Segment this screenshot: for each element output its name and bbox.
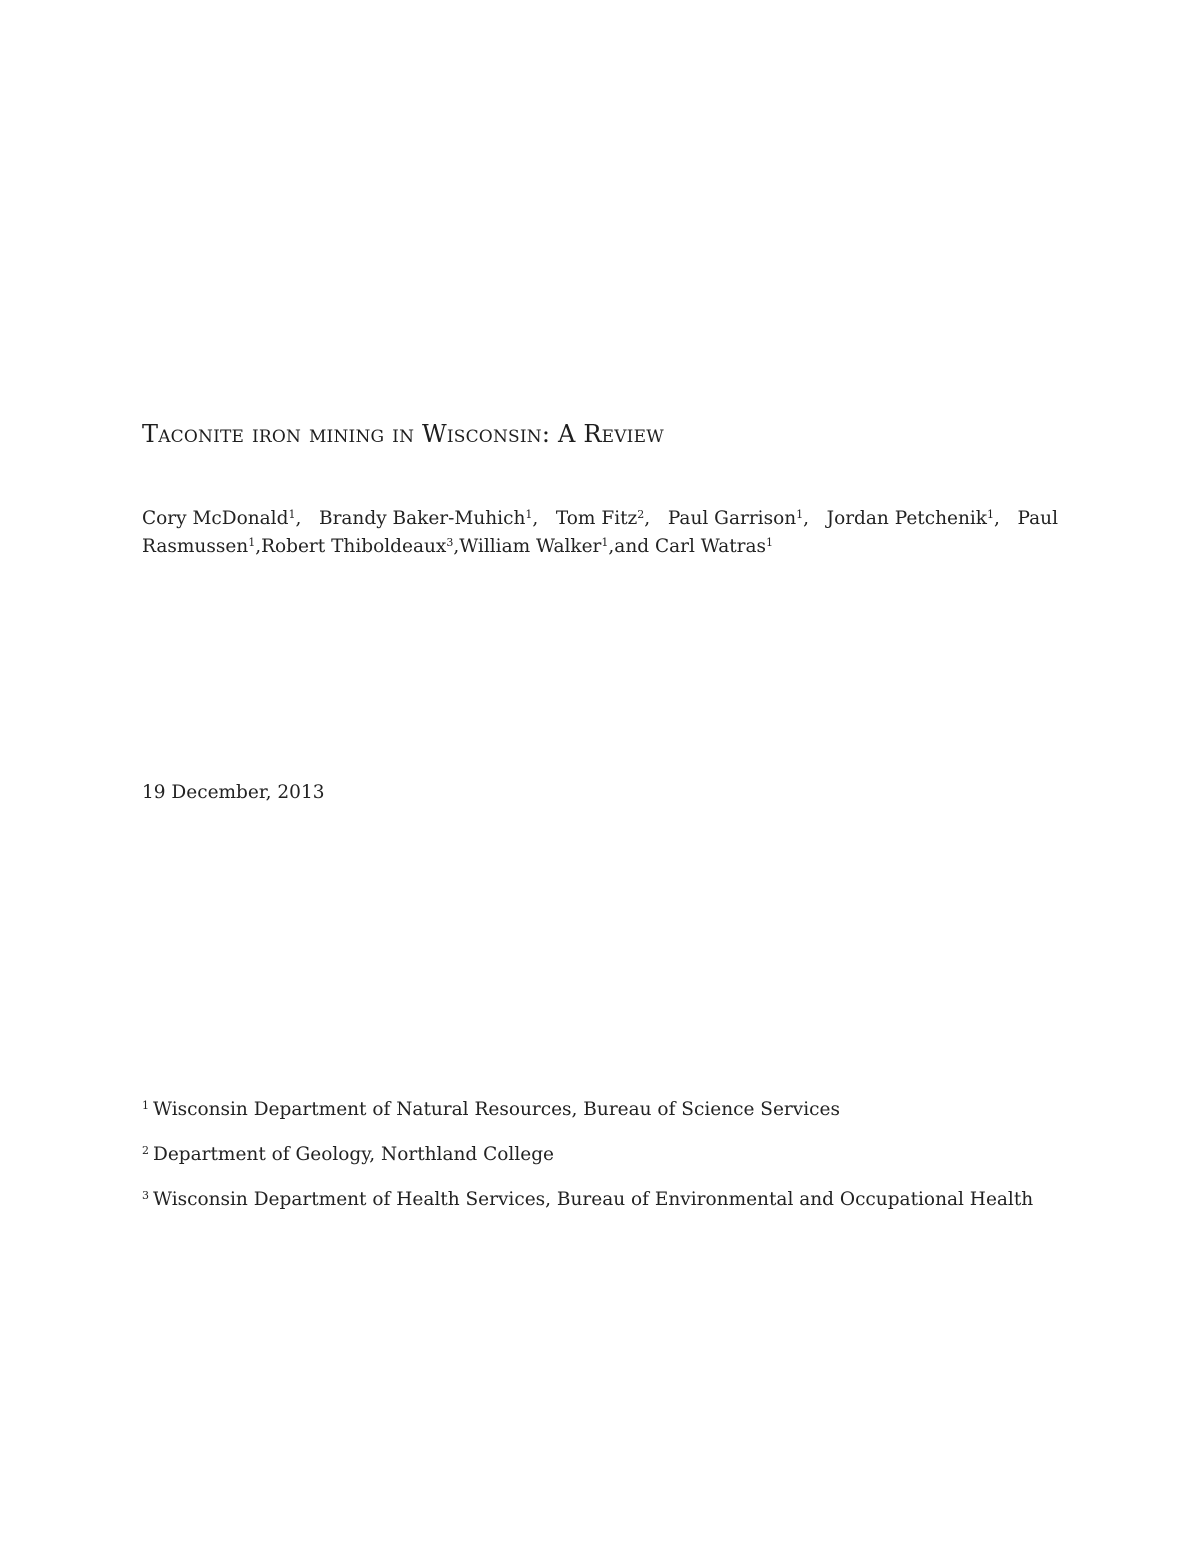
author-name-text: and Carl Watras (614, 536, 767, 557)
author-name (319, 505, 538, 533)
affiliation-text: Wisconsin Department of Natural Resources, Bureau of Science Services (153, 1099, 840, 1120)
author-line-1 (142, 505, 1058, 533)
affiliation-text: Wisconsin Department of Health Services, Bureau of Environmental and Occupational Health (153, 1189, 1034, 1210)
author-name (827, 505, 1000, 533)
affiliation-number: 2 (142, 1144, 149, 1157)
author-line-2 (142, 533, 1058, 561)
author-name (261, 533, 459, 561)
author-separator: , (295, 508, 302, 529)
affiliation-number: 3 (142, 1189, 149, 1202)
author-name (1018, 505, 1058, 533)
author-list (142, 505, 1058, 561)
author-affiliation-marker: 2 (637, 508, 645, 521)
affiliation-item (142, 1141, 1102, 1169)
affiliation-list (142, 1096, 1102, 1231)
author-separator: , (644, 508, 651, 529)
author-affiliation-marker: 1 (288, 508, 296, 521)
author-name-text: Tom Fitz (555, 508, 638, 529)
author-name (668, 505, 809, 533)
author-name (614, 533, 773, 561)
author-name-text: William Walker (459, 536, 602, 557)
publication-date: 19 December, 2013 (142, 782, 325, 803)
author-name (142, 505, 301, 533)
affiliation-item (142, 1186, 1102, 1214)
author-affiliation-marker: 1 (766, 536, 774, 549)
author-separator: , (608, 536, 615, 557)
author-separator: , (453, 536, 460, 557)
author-affiliation-marker: 3 (446, 536, 454, 549)
author-separator: , (255, 536, 262, 557)
author-separator: , (803, 508, 810, 529)
affiliation-item (142, 1096, 1102, 1124)
author-name-text: Paul Garrison (667, 508, 797, 529)
author-name-text: Cory McDonald (142, 508, 289, 529)
author-name-text: Brandy Baker-Muhich (318, 508, 526, 529)
author-name-text: Jordan Petchenik (826, 508, 987, 529)
affiliation-text: Department of Geology, Northland College (153, 1144, 555, 1165)
author-affiliation-marker: 1 (987, 508, 994, 521)
author-affiliation-marker: 1 (248, 536, 256, 549)
author-separator: , (532, 508, 539, 529)
author-name-text: Paul (1017, 508, 1058, 529)
author-name (142, 533, 261, 561)
author-name (459, 533, 614, 561)
author-affiliation-marker: 1 (601, 536, 609, 549)
author-affiliation-marker: 1 (796, 508, 804, 521)
affiliation-number: 1 (142, 1099, 149, 1112)
author-name-text: Robert Thiboldeaux (261, 536, 447, 557)
author-name-text: Rasmussen (142, 536, 249, 557)
author-separator: , (994, 508, 1000, 529)
document-title: Taconite iron mining in Wisconsin: A Review (142, 420, 664, 448)
author-name (556, 505, 650, 533)
author-affiliation-marker: 1 (525, 508, 533, 521)
